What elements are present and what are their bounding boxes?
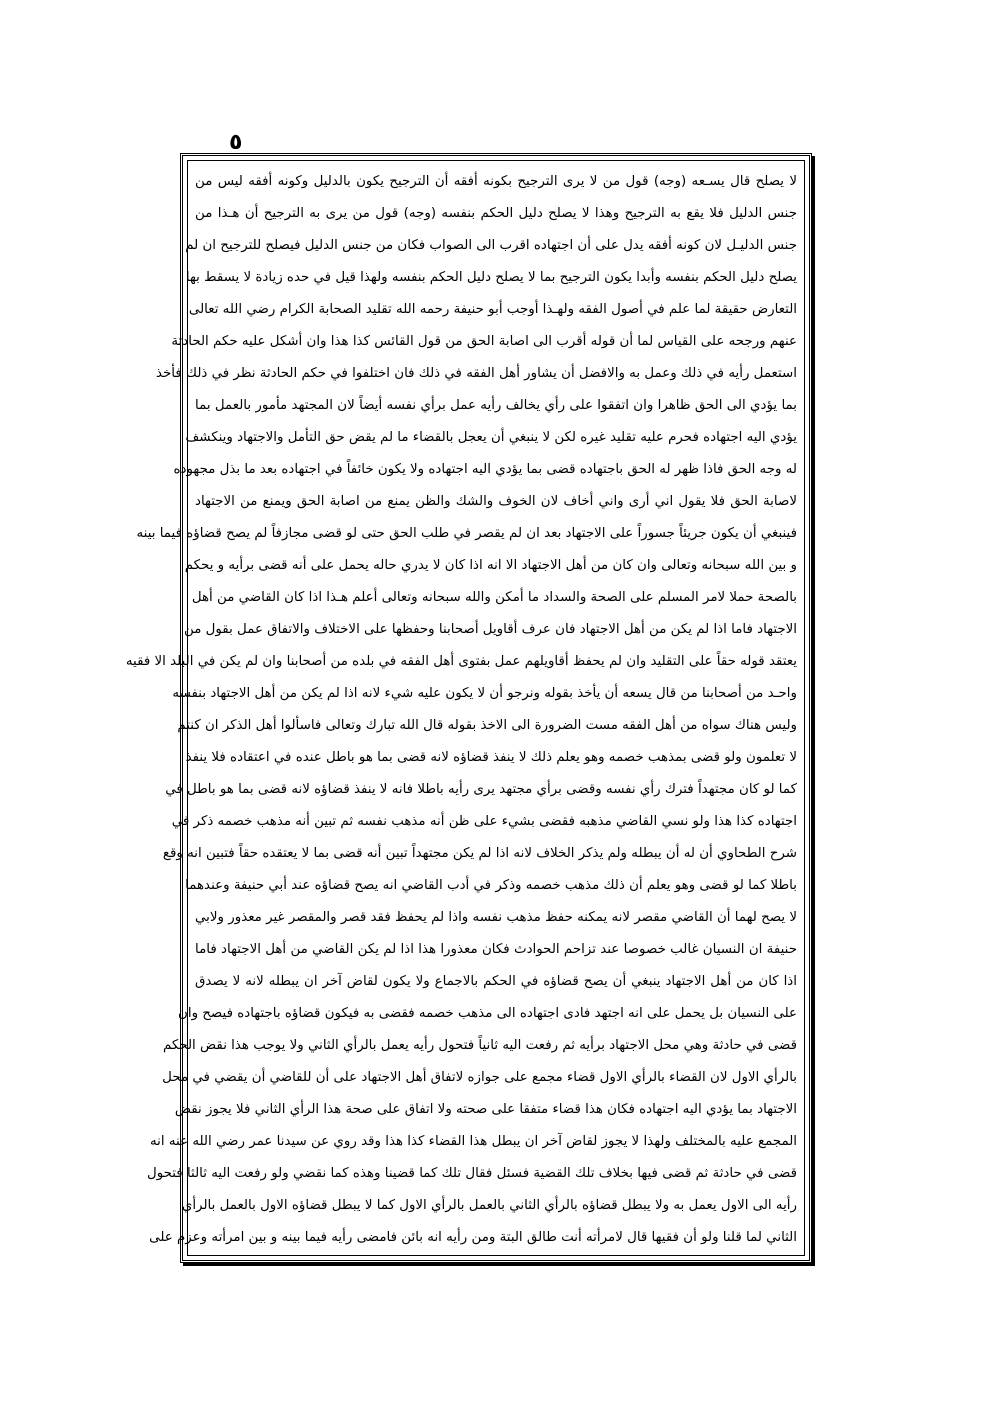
text-line: جنس الدليل فلا يقع به الترجيح وهذا لا يصلح دليل الحكم بنفسه (وجه) قول من يرى به الترجيح أن هـذا من [195, 206, 797, 221]
text-line: الاجتهاد فاما اذا لم يكن من أهل الاجتهاد فان عرف أقاويل أصحابنا وحفظها على الاختلاف والاتفاق عمل بقول من [184, 622, 797, 637]
text-body [125, 166, 797, 1254]
text-line: استعمل رأيه في ذلك وعمل به والافضل أن يشاور أهل الفقه في ذلك فان اختلفوا في حكم الحادثة نظر في ذلك فأخذ [155, 366, 797, 381]
text-line: المجمع عليه بالمختلف ولهذا لا يجوز لقاض آخر ان يبطل هذا القضاء كذا هذا وقد روي عن سيدنا عمر رضي الله عنه انه [149, 1134, 797, 1149]
text-line: قضى في حادثة وهي محل الاجتهاد برأيه ثم رفعت اليه ثانياً فتحول رأيه يعمل بالرأي الثاني ولا يوجب هذا نقض الحكم [163, 1038, 797, 1053]
text-line: بالصحة حملا لامر المسلم على الصحة والسداد ما أمكن والله سبحانه وتعالى أعلم هـذا اذا كان القاضي من أهل [191, 590, 797, 605]
text-line: الاجتهاد بما يؤدي اليه اجتهاده فكان هذا قضاء متفقا على صحته ولا اتفاق على صحة هذا الرأي الثاني فلا يجوز نقض [174, 1102, 797, 1117]
text-line: لا تعلمون ولو قضى بمذهب خصمه وهو يعلم ذلك لا ينفذ قضاؤه لانه قضى بما هو باطل عنده في اعتقاده فلا ينفذ [185, 750, 797, 765]
text-line: عنهم ورجحه على القياس لما أن قوله أقرب الى اصابة الحق من قول القائس كذا هذا وان أشكل عليه حكم الحادثة [171, 334, 797, 349]
text-line: بالرأي الاول لان القضاء بالرأي الاول قضاء مجمع على جوازه لاتفاق أهل الاجتهاد على أن للقاضي أن يقضي في محل [162, 1070, 797, 1085]
text-line: يصلح دليل الحكم بنفسه وأبدا يكون الترجيح بما لا يصلح دليل الحكم بنفسه ولهذا قيل في حده زيادة لا يسقط بها [185, 270, 797, 285]
text-line: لاصابة الحق فلا يقول اني أرى واني أخاف لان الخوف والشك والظن يمنع من اصابة الحق ويمنع من الاجتهاد [195, 494, 797, 509]
text-line: كما لو كان مجتهداً فترك رأي نفسه وقضى برأي مجتهد يرى رأيه باطلا فانه لا ينفذ قضاؤه لانه قضى بما هو باطل في [165, 782, 797, 797]
text-line: التعارض حقيقة لما علم في أصول الفقه ولهـذا أوجب أبو حنيفة رحمه الله تقليد الصحابة الكرام رضي الله تعالى [188, 302, 797, 317]
text-line: وليس هناك سواه من أهل الفقه مست الضرورة الى الاخذ بقوله قال الله تبارك وتعالى فاسألوا أهل الذكر ان كنتم [177, 718, 797, 733]
text-line: اجتهاده كذا هذا ولو نسي القاضي مذهبه فقضى بشيء على ظن أنه مذهب نفسه ثم تبين أنه مذهب خصمه ذكر في [171, 814, 797, 829]
text-line: يعتقد قوله حقاً على التقليد وان لم يحفظ أقاويلهم عمل بفتوى أهل الفقه في بلده من أصحابنا وان لم يكن في البلد الا فقيه [125, 654, 797, 669]
text-line: له وجه الحق فاذا ظهر له الحق باجتهاده قضى بما يؤدي اليه اجتهاده ولا يكون خائفاً في اجتهاده بعد ما بذل مجهوده [173, 462, 797, 477]
text-line: لا يصح لهما أن القاضي مقصر لانه يمكنه حفظ مذهب نفسه واذا لم يحفظ فقد قصر والمقصر غير معذور ولابي [195, 910, 797, 925]
text-line: و بين الله سبحانه وتعالى وان كان من أهل الاجتهاد الا انه اذا كان لا يدري حاله يحمل على أنه قضى برأيه و يحكم [184, 558, 797, 573]
page-number: ٥ [229, 130, 243, 155]
text-line: قضى في حادثة ثم قضى فيها بخلاف تلك القضية فسئل فقال تلك كما قضينا وهذه كما نقضي ولو رفعت اليه ثالثا فتحول [146, 1166, 797, 1181]
text-line: حنيفة ان النسيان غالب خصوصا عند تزاحم الحوادث فكان معذورا هذا اذا لم يكن القاضي من أهل الاجتهاد فاما [195, 942, 797, 957]
text-line: باطلا كما لو قضى وهو يعلم أن ذلك مذهب خصمه وذكر في أدب القاضي انه يصح قضاؤه عند أبي حنيفة وعندهما [185, 878, 797, 893]
text-frame [125, 153, 812, 1263]
text-line: رأيه الى الاول يعمل به ولا يبطل قضاؤه بالرأي الثاني بالعمل بالرأي الاول كما لا يبطل قضاؤه الاول بالعمل بالرأي [181, 1198, 797, 1213]
text-line: لا يصلح قال يسـعه (وجه) قول من لا يرى الترجيح بكونه أفقه أن الترجيح يكون بالدليل وكونه أفقه ليس من [195, 174, 797, 189]
text-line: بما يؤدي الى الحق ظاهرا وان اتفقوا على رأي يخالف رأيه عمل برأي نفسه أيضاً لان المجتهد مأمور بالعمل بما [195, 398, 797, 413]
text-line: اذا كان من أهل الاجتهاد ينبغي أن يصح قضاؤه في الحكم بالاجماع ولا يكون لقاض آخر ان يبطله لانه لا يصدق [195, 974, 797, 989]
text-line: الثاني لما قلنا ولو أن فقيها قال لامرأته أنت طالق البتة ومن رأيه انه بائن فامضى رأيه فيما بينه و بين امرأته وعزم على [149, 1230, 797, 1245]
text-line: يؤدي اليه اجتهاده فحرم عليه تقليد غيره لكن لا ينبغي أن يعجل بالقضاء ما لم يقض حق التأمل والاجتهاد وينكشف [185, 430, 797, 445]
text-line: جنس الدليـل لان كونه أفقه يدل على أن اجتهاده اقرب الى الصواب فكان من جنس الدليل فيصلح للترجيح ان لم [185, 238, 797, 253]
text-line: شرح الطحاوي أن له أن يبطله ولم يذكر الخلاف لانه اذا لم يكن مجتهداً تبين أنه قضى بما لا يعتقده حقاً فتبين انه وقع [162, 846, 797, 861]
text-line: على النسيان بل يحمل على انه اجتهد فادى اجتهاده الى مذهب خصمه فقضى به فيكون قضاؤه باجتهاده فيصح وان [178, 1006, 797, 1021]
text-line: فينبغي أن يكون جريئاً جسوراً على الاجتهاد بعد ان لم يقصر في طلب الحق حتى لو قضى مجازفاً لم يصح قضاؤه فيما بينه [136, 526, 797, 541]
text-line: واحـد من أصحابنا من قال يسعه أن يأخذ بقوله ونرجو أن لا يكون عليه شيء لانه اذا لم يكن من أهل الاجتهاد بنفسه [172, 686, 797, 701]
